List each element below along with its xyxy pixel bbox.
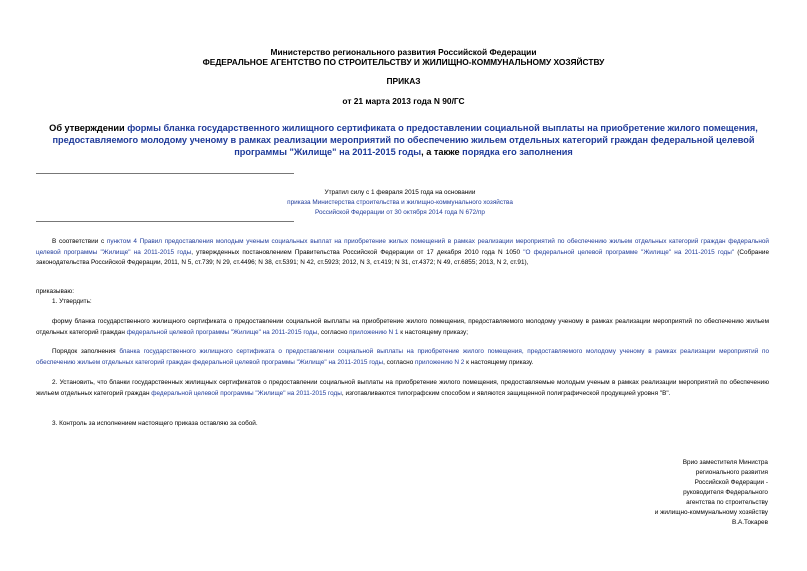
preamble-paragraph — [36, 237, 769, 269]
rules-link[interactable]: пунктом 4 Правил предоставления молодым ученым социальных выплат на приобретение жилых помещений в рамках реализации мероприятий по обеспечению жильем отдельных категорий граждан федеральной целевой программы "Жилище" на 2011-2015 годы — [36, 238, 769, 256]
signature-line: регионального развития — [695, 469, 768, 476]
title-form-link[interactable]: формы бланка государственного жилищного сертификата о предоставлении социальной выплаты на приобретение жилого помещения, предоставляемого молодому ученому в рамках реализации мероприятий по обеспечению жильем отдельных категорий граждан федеральной целевой программы "Жилище" на 2011-2015 годы — [52, 123, 758, 157]
void-note-text: Утратил силу с 1 февраля 2015 года на основании — [324, 189, 476, 196]
signature-line: и жилищно-коммунальному хозяйству — [654, 509, 768, 516]
preamble-text: В соответствии с — [52, 238, 107, 245]
item-2-text: , изготавливаются типографским способом и являются защищенной полиграфической продукцией уровня "В". — [341, 389, 671, 397]
signature-line: руководителя Федерального — [683, 489, 768, 496]
ministry-name: Министерство регионального развития Российской Федерации — [270, 47, 537, 57]
document-date-number: от 21 марта 2013 года N 90/ГС — [342, 96, 465, 106]
procedure-text: к настоящему приказу. — [464, 358, 534, 366]
void-note-link[interactable]: приказа Министерства строительства и жилищно-коммунального хозяйства — [287, 199, 513, 206]
title-text: , а также — [421, 147, 463, 157]
void-note-link[interactable]: Российской Федерации от 30 октября 2014 года N 672/пр — [315, 209, 485, 216]
signature-line: Врио заместителя Министра — [682, 459, 768, 466]
program-link[interactable]: "О федеральной целевой программе "Жилище" на 2011-2015 годы" — [523, 248, 735, 256]
procedure-text: Порядок заполнения — [52, 348, 120, 355]
title-text: Об утверждении — [49, 123, 128, 133]
preamble-text: , утвержденных постановлением Правительства Российской Федерации от 17 декабря 2010 года N 1050 — [191, 248, 524, 256]
appendix-2-link[interactable]: приложению N 2 — [415, 358, 465, 366]
agency-name: ФЕДЕРАЛЬНОЕ АГЕНТСТВО ПО СТРОИТЕЛЬСТВУ И ЖИЛИЩНО-КОММУНАЛЬНОМУ ХОЗЯЙСТВУ — [202, 57, 605, 67]
document-type: ПРИКАЗ — [386, 76, 421, 86]
form-text: к настоящему приказу; — [398, 328, 468, 336]
form-text: , согласно — [317, 328, 350, 336]
item-3: 3. Контроль за исполнением настоящего приказа оставляю за собой. — [52, 420, 258, 427]
form-text: форму бланка государственного жилищного сертификата о предоставлении социальной выплаты на приобретение жилого помещения, предоставляемого молодому ученому в рамках реализации мероприятий по обеспечению жильем отдельных категорий граждан — [36, 318, 769, 336]
order-word: приказываю: — [36, 288, 74, 295]
program-link[interactable]: федеральной целевой программы "Жилище" на 2011-2015 годы — [126, 328, 318, 336]
divider — [36, 173, 294, 174]
blank-link[interactable]: бланка государственного жилищного сертификата о предоставлении социальной выплаты на приобретение жилого помещения, предоставляемого молодому ученому в рамках реализации мероприятий по обеспечению жильем отдельных категорий граждан федеральной целевой программы "Жилище" на 2011-2015 годы — [36, 348, 770, 366]
signature-block — [600, 458, 768, 528]
document-title — [30, 122, 777, 158]
item-1: 1. Утвердить: — [52, 298, 92, 305]
divider — [36, 221, 294, 222]
procedure-paragraph — [36, 347, 769, 368]
item-2 — [36, 378, 769, 399]
signature-line: агентства по строительству — [686, 499, 768, 506]
signature-line: Российской Федерации - — [694, 479, 768, 486]
program-link[interactable]: федеральной целевой программы "Жилище" на 2011-2015 годы — [151, 389, 342, 397]
preamble-text: (Собрание законодательства Российской Федерации, 2011, N 5, ст.739; N 29, ст.4496; N 38, ст.5391; N 42, ст.5923; 2012, N 3, ст.419; N 31, ст.4372; N 49, ст.6855; 2013, N 2, ст.91), — [36, 248, 769, 266]
procedure-text: , согласно — [383, 358, 416, 366]
form-paragraph — [36, 317, 769, 338]
signer-name: В.А.Токарев — [731, 519, 768, 526]
appendix-1-link[interactable]: приложению N 1 — [349, 328, 399, 336]
title-procedure-link[interactable]: порядка его заполнения — [462, 147, 573, 157]
item-2-text: 2. Установить, что бланки государственных жилищных сертификатов о предоставлении социальной выплаты на приобретение жилого помещения, предоставляемые молодым ученым в рамках реализации мероприятий по обеспечению жильем отдельных категорий граждан — [36, 379, 769, 397]
void-note — [250, 188, 550, 218]
